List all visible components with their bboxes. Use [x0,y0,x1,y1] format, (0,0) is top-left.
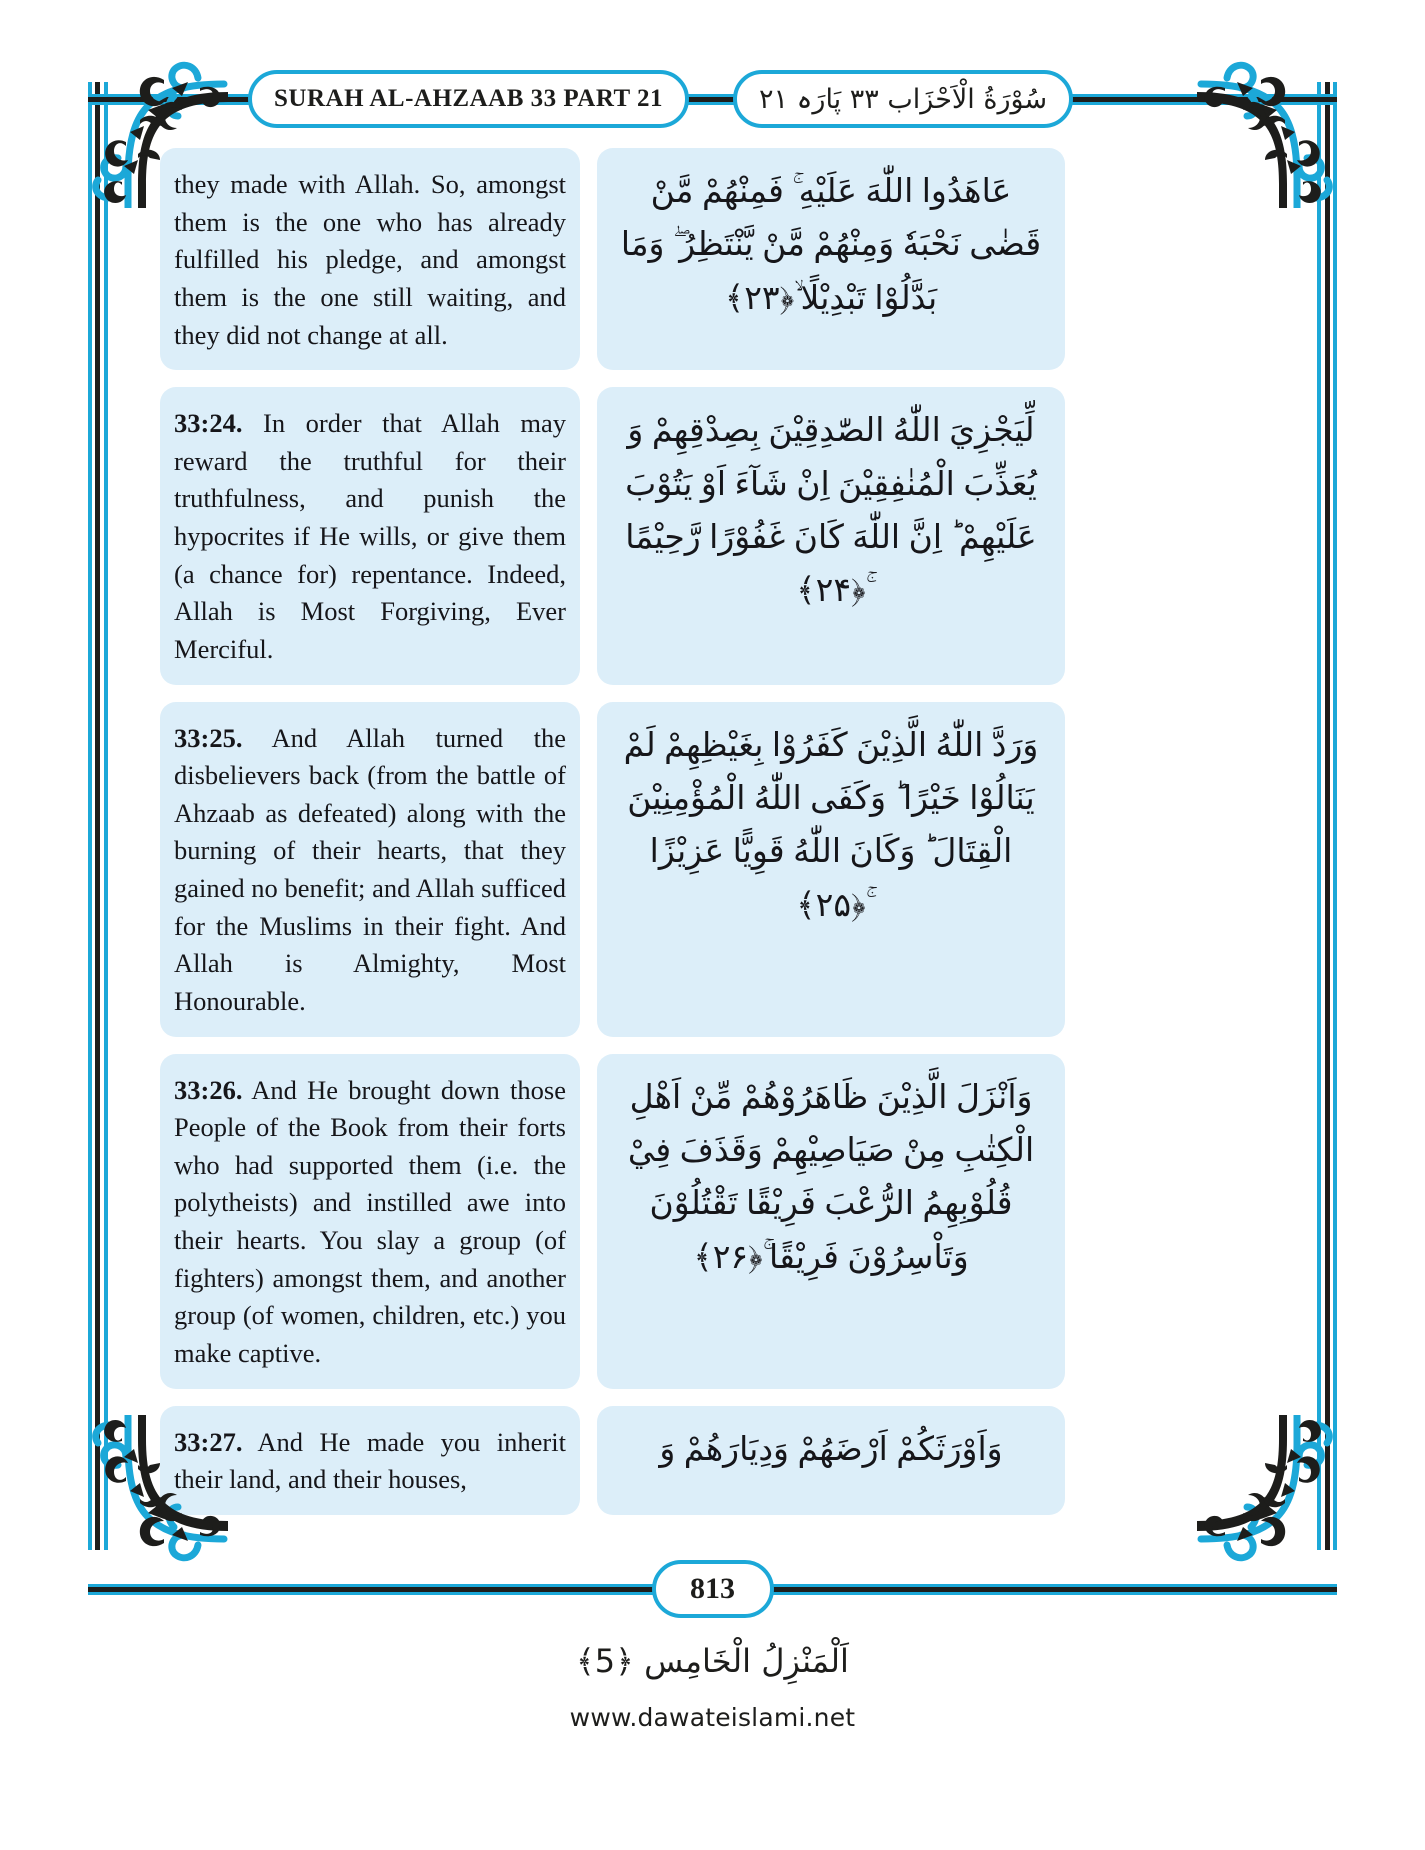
verse-translation-panel [160,387,580,684]
verse-arabic-text: لِّيَجْزِيَ اللّٰهُ الصّٰدِقِيْنَ بِصِدْقِهِمْ وَ يُعَذِّبَ الْمُنٰفِقِيْنَ اِنْ شَآءَ اَوْ يَتُوْبَ عَلَيْهِمْ ؕ اِنَّ اللّٰهَ كَانَ غَفُوْرًا رَّحِيْمًا ۚ﴿۲۴﴾ [625,410,1037,610]
floral-corner-ornament-top-left [78,58,228,208]
floral-corner-ornament-bottom-left [78,1415,228,1565]
verse-translation-text: they made with Allah. So, amongst them is the one who has already fulfilled his pledge, and amongst them is the one still waiting, and they did not change at all. [174,169,566,350]
verse-translation-text: And He made you inherit their land, and their houses, [174,1426,566,1495]
verse-row [160,148,1265,370]
verse-translation-text: In order that Allah may reward the truthful for their truthfulness, and punish the hypocrites if He wills, or give them (a chance for) repentance. Indeed, Allah is Most Forgiving, Ever Merciful. [174,408,567,664]
verse-translation-text: And He brought down those People of the Book from their forts who had supported them (i.e. the polytheists) and instilled awe into their hearts. You slay a group (of fighters) amongst them, and another group (of women, children, etc.) you make captive. [174,1074,566,1368]
verse-translation-text: And Allah turned the disbelievers back (from the battle of Ahzaab as defeated) along with the burning of their hearts, that they gained no benefit; and Allah sufficed for the Muslims in their fight. And Allah is Almighty, Most Honourable. [174,722,566,1016]
verse-arabic-text: وَرَدَّ اللّٰهُ الَّذِيْنَ كَفَرُوْا بِغَيْظِهِمْ لَمْ يَنَالُوْا خَيْرًا ؕ وَكَفَى اللّٰهُ الْمُؤْمِنِيْنَ الْقِتَالَ ؕ وَكَانَ اللّٰهُ قَوِيًّا عَزِيْزًا ۚ﴿۲۵﴾ [623,724,1039,924]
verse-arabic-panel [597,702,1065,1037]
verse-arabic-panel [597,387,1065,684]
verse-row [160,702,1265,1037]
surah-title-arabic-text: سُوْرَةُ الْاَحْزَاب ٣٣ پَارَہ ٢١ [759,83,1048,115]
verse-row [160,387,1265,684]
verse-translation-panel [160,1054,580,1389]
verse-arabic-text: عَاهَدُوا اللّٰهَ عَلَيْهِ ۚ فَمِنْهُمْ مَّنْ قَضٰى نَحْبَهٗ وَمِنْهُمْ مَّنْ يَّنْتَظِرُ ۖ وَمَا بَدَّلُوْا تَبْدِيْلًا ۙ﴿۲۳﴾ [620,171,1042,317]
verse-number: 33:24. [174,408,243,439]
verse-number: 33:26. [174,1074,243,1105]
verse-list [160,148,1265,1532]
verse-number: 33:25. [174,722,243,753]
manzil-label: اَلْمَنْزِلُ الْخَامِس ﴿5﴾ [576,1642,849,1680]
floral-corner-ornament-bottom-right [1197,1415,1347,1565]
page-header [88,70,1337,128]
verse-arabic-text: وَاَوْرَثَكُمْ اَرْضَهُمْ وَدِيَارَهُمْ وَ [659,1428,1003,1468]
surah-title-badge [248,70,689,128]
surah-title-text: SURAH AL-AHZAAB 33 PART 21 [274,85,664,112]
verse-translation-panel [160,702,580,1037]
page-number-text: 813 [690,1572,735,1605]
verse-arabic-panel [597,1054,1065,1389]
page-number-badge [652,1560,774,1618]
verse-arabic-panel [597,148,1065,370]
verse-row [160,1406,1265,1515]
verse-row [160,1054,1265,1389]
verse-arabic-panel [597,1406,1065,1515]
verse-arabic-text: وَاَنْزَلَ الَّذِيْنَ ظَاهَرُوْهُمْ مِّنْ اَهْلِ الْكِتٰبِ مِنْ صَيَاصِيْهِمْ وَقَذَفَ فِيْ قُلُوْبِهِمُ الرُّعْبَ فَرِيْقًا تَقْتُلُوْنَ وَتَاْسِرُوْنَ فَرِيْقًا ۚ﴿۲۶﴾ [627,1076,1035,1276]
surah-title-arabic-badge [733,70,1073,128]
page-footer [88,1560,1337,1618]
verse-number: 33:27. [174,1426,243,1457]
floral-corner-ornament-top-right [1197,58,1347,208]
website-url: www.dawateislami.net [569,1703,856,1732]
